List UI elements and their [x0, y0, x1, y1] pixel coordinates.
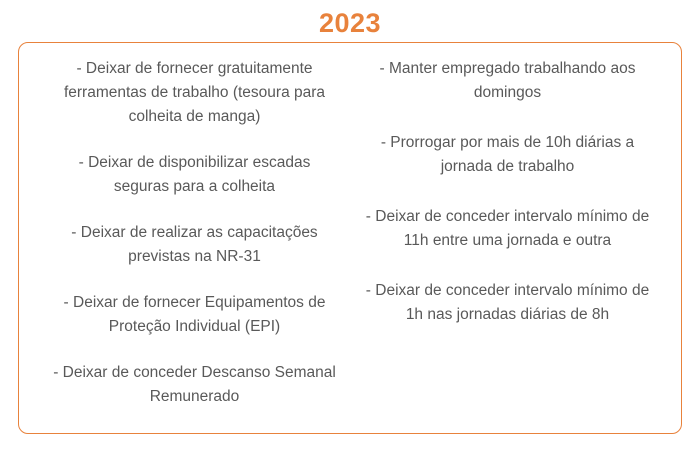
list-item: - Deixar de disponibilizar escadas seguras para a colheita — [78, 154, 311, 195]
infographic-page — [0, 6, 700, 457]
list-item: - Deixar de realizar as capacitações previstas na NR-31 — [71, 224, 318, 265]
list-item: - Deixar de fornecer gratuitamente ferramentas de trabalho (tesoura para colheita de manga) — [63, 60, 326, 125]
violations-column-right — [350, 57, 671, 423]
list-item: - Deixar de fornecer Equipamentos de Proteção Individual (EPI) — [63, 294, 326, 335]
page-title: 2023 — [318, 8, 382, 38]
list-item: - Manter empregado trabalhando aos domingos — [379, 60, 636, 101]
violations-box — [18, 42, 682, 434]
list-item: - Prorrogar por mais de 10h diárias a jornada de trabalho — [380, 134, 635, 175]
violations-column-left — [29, 57, 350, 423]
list-item: - Deixar de conceder intervalo mínimo de 11h entre uma jornada e outra — [365, 208, 650, 249]
list-item: - Deixar de conceder Descanso Semanal Remunerado — [53, 364, 336, 405]
list-item: - Deixar de conceder intervalo mínimo de 1h nas jornadas diárias de 8h — [365, 282, 650, 323]
